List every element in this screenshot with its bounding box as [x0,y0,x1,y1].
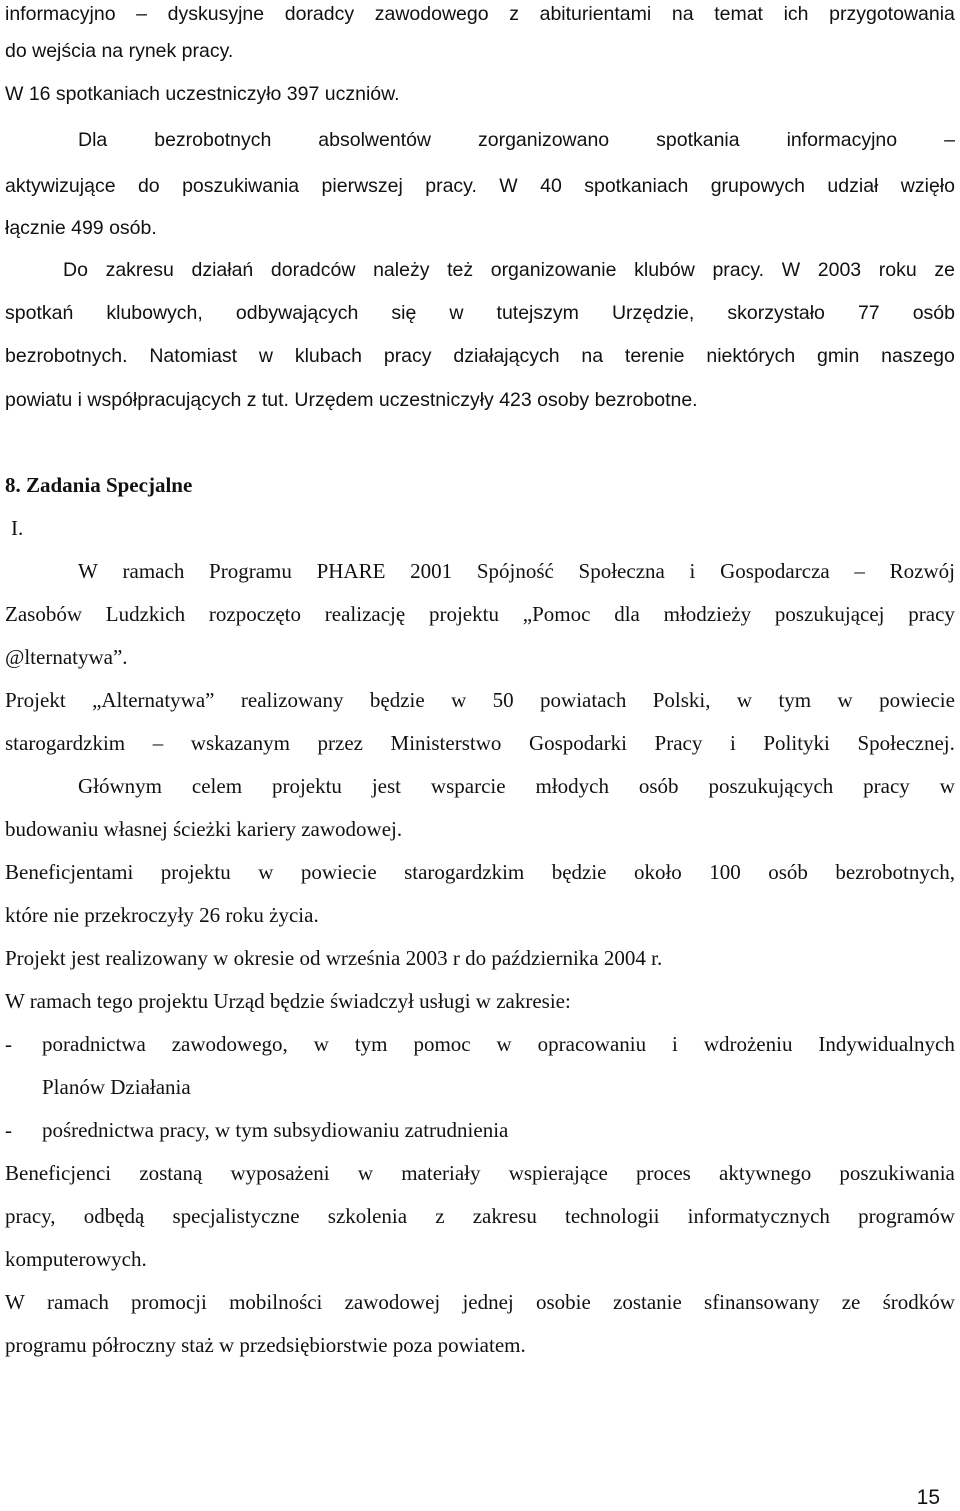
word: opracowaniu [537,1032,647,1056]
word: powiatach [540,688,627,712]
word: i [672,1032,678,1056]
word: wspierające [508,1161,608,1185]
word: proces [636,1161,691,1185]
word: organizowanie [490,259,617,281]
word: Beneficjentami [5,860,134,884]
word: rozpoczęto [208,602,301,626]
word: poszukującej [774,602,885,626]
word: Głównym [78,774,162,798]
word: informatycznych [687,1204,830,1228]
word: absolwentów [318,129,432,151]
word: w [496,1032,512,1056]
word: z [509,3,519,25]
word: Projekt [5,688,66,712]
word: gmin [817,345,860,367]
word: szkolenia [327,1204,408,1228]
word: aktywizujące [5,175,116,197]
word: ze [841,1290,861,1314]
word: tym [778,688,812,712]
word: się [391,302,417,324]
word: w [837,688,853,712]
word: wzięło [900,175,955,197]
paragraph-line [78,557,955,585]
word: niektórych [706,345,796,367]
word: bezrobotnych. [5,345,128,367]
word: informacyjno [786,129,898,151]
word: celem [191,774,243,798]
paragraph-line: które nie przekroczyły 26 roku życia. [5,903,319,927]
word: Indywidualnych [818,1032,955,1056]
word: starogardzkim [404,860,525,884]
word: dyskusyjne [167,3,265,25]
paragraph-line [5,1202,955,1230]
paragraph-line [5,172,955,200]
word: W [781,259,801,281]
word: – [854,559,865,583]
word: Ministerstwo [390,731,502,755]
word: doradców [270,259,356,281]
word: osobie [535,1290,591,1314]
word: Rozwój [889,559,955,583]
word: zawodowego [374,3,489,25]
word: PHARE [316,559,386,583]
word: „Alternatywa” [92,688,215,712]
word: doradcy [284,3,355,25]
paragraph-line: budowaniu własnej ścieżki kariery zawodowej. [5,817,403,841]
word: należy [373,259,430,281]
list-item [42,1030,955,1058]
word: poszukiwania [839,1161,955,1185]
word: wdrożeniu [703,1032,793,1056]
word: – [136,3,148,25]
paragraph-line: komputerowych. [5,1247,147,1271]
paragraph-line [5,600,955,628]
paragraph-line: programu półroczny staż w przedsiębiorstwie poza powiatem. [5,1333,526,1357]
word: Programu [209,559,292,583]
word: tutejszym [496,302,579,324]
word: 100 [709,860,741,884]
word: Do [63,259,88,281]
word: wsparcie [430,774,506,798]
word: promocji [131,1290,207,1314]
word: programów [858,1204,955,1228]
word: Gospodarcza [720,559,830,583]
word: pracy [908,602,955,626]
word: starogardzkim [5,731,126,755]
word: grupowych [710,175,806,197]
paragraph-line [78,772,955,800]
word: pracy, [5,1204,56,1228]
word: projektu [428,602,499,626]
word: działających [453,345,560,367]
word: będzie [369,688,425,712]
word: na [671,3,694,25]
paragraph-line [5,729,955,757]
word: bezrobotnych, [835,860,955,884]
paragraph-line [5,299,955,327]
word: Społeczna [578,559,665,583]
word: i [729,731,736,755]
paragraph-line: powiatu i współpracujących z tut. Urzędem uczestniczyły 423 osoby bezrobotne. [5,389,698,411]
word: realizację [324,602,406,626]
word: osób [638,774,679,798]
word: – [944,129,955,151]
word: Ludzkich [105,602,186,626]
list-item: pośrednictwa pracy, w tym subsydiowaniu zatrudnienia [42,1118,509,1142]
word: W [499,175,518,197]
paragraph-line [5,0,955,28]
paragraph-line: @lternatywa”. [5,645,128,669]
word: W [78,559,98,583]
word: specjalistyczne [172,1204,300,1228]
paragraph-line: łącznie 499 osób. [5,217,157,239]
word: Pracy [654,731,703,755]
word: – [152,731,164,755]
list-bullet: - [5,1032,12,1056]
word: terenie [624,345,685,367]
paragraph-line [5,1288,955,1316]
word: będzie [551,860,607,884]
paragraph-line [5,1159,955,1187]
word: spotkań [5,302,74,324]
word: przez [317,731,363,755]
word: naszego [881,345,955,367]
word: i [689,559,696,583]
word: wskazanym [190,731,290,755]
word: sfinansowany [704,1290,820,1314]
word: w [357,1161,374,1185]
paragraph-line: W ramach tego projektu Urząd będzie świadczył usługi w zakresie: [5,989,571,1013]
word: pracy. [425,175,477,197]
word: 40 [540,175,562,197]
word: bezrobotnych [154,129,272,151]
paragraph-line: Projekt jest realizowany w okresie od września 2003 r do października 2004 r. [5,946,663,970]
word: temat [714,3,763,25]
word: do [137,175,160,197]
word: zakresu [472,1204,537,1228]
word: ze [934,259,955,281]
word: dla [614,602,640,626]
word: około [633,860,682,884]
word: ich [783,3,809,25]
word: spotkania [656,129,740,151]
word: poradnictwa [42,1032,146,1056]
word: przygotowania [829,3,955,25]
word: w [313,1032,329,1056]
word: jest [371,774,402,798]
word: poszukiwania [182,175,300,197]
word: Urzędzie, [611,302,695,324]
word: ramach [122,559,185,583]
word: 50 [492,688,514,712]
word: tym [354,1032,388,1056]
word: pracy [383,345,432,367]
word: pomoc [413,1032,471,1056]
word: Dla [78,129,108,151]
word: 2001 [410,559,453,583]
word: udział [827,175,879,197]
word: powiecie [879,688,955,712]
word: pracy [863,774,910,798]
word: w [258,860,274,884]
word: Polski, [652,688,711,712]
word: odbędą [83,1204,145,1228]
paragraph-line [5,858,955,886]
word: ramach [47,1290,109,1314]
word: Spójność [476,559,554,583]
word: skorzystało [727,302,825,324]
word: Polityki [763,731,830,755]
word: działań [191,259,254,281]
word: Gospodarki [528,731,627,755]
word: „Pomoc [522,602,591,626]
word: pierwszej [321,175,403,197]
word: powiecie [300,860,377,884]
word: spotkaniach [584,175,689,197]
word: realizowany [240,688,344,712]
word: projektu [271,774,342,798]
word: 2003 [817,259,862,281]
page-number: 15 [916,1486,940,1509]
list-bullet: - [5,1118,12,1142]
paragraph-line: W 16 spotkaniach uczestniczyło 397 uczniów. [5,83,400,105]
word: osób [768,860,808,884]
word: pracy. [712,259,765,281]
word: klubach [294,345,363,367]
paragraph-line [5,686,955,714]
section-heading: 8. Zadania Specjalne [5,473,193,497]
word: mobilności [229,1290,323,1314]
word: materiały [401,1161,481,1185]
word: w [451,688,467,712]
word: zawodowego, [171,1032,288,1056]
word: na [581,345,604,367]
word: informacyjno [5,3,116,25]
word: technologii [565,1204,660,1228]
word: projektu [160,860,231,884]
word: Natomiast [149,345,238,367]
word: Beneficjenci [5,1161,112,1185]
word: zakresu [105,259,174,281]
word: roku [878,259,917,281]
word: w [736,688,753,712]
subsection-number: I. [11,516,24,540]
word: w [258,345,273,367]
word: zostaną [139,1161,203,1185]
word: jednej [462,1290,514,1314]
word: środków [882,1290,955,1314]
word: z [435,1204,445,1228]
word: W [5,1290,25,1314]
word: abiturientami [539,3,652,25]
paragraph-line [78,126,955,154]
word: aktywnego [719,1161,812,1185]
word: w [939,774,955,798]
word: klubowych, [106,302,203,324]
word: w [449,302,464,324]
word: też [447,259,474,281]
word: odbywających [235,302,359,324]
paragraph-line [5,342,955,370]
word: zawodowej [344,1290,441,1314]
word: Społecznej. [857,731,955,755]
word: osób [912,302,955,324]
paragraph-line: do wejścia na rynek pracy. [5,40,234,62]
list-item-continuation: Planów Działania [42,1075,191,1099]
word: 77 [857,302,880,324]
word: wyposażeni [230,1161,330,1185]
word: poszukujących [708,774,834,798]
word: młodych [535,774,609,798]
paragraph-line [63,256,955,284]
word: klubów [634,259,695,281]
word: zorganizowano [477,129,610,151]
word: zostanie [613,1290,682,1314]
word: Zasobów [5,602,82,626]
word: młodzieży [663,602,752,626]
